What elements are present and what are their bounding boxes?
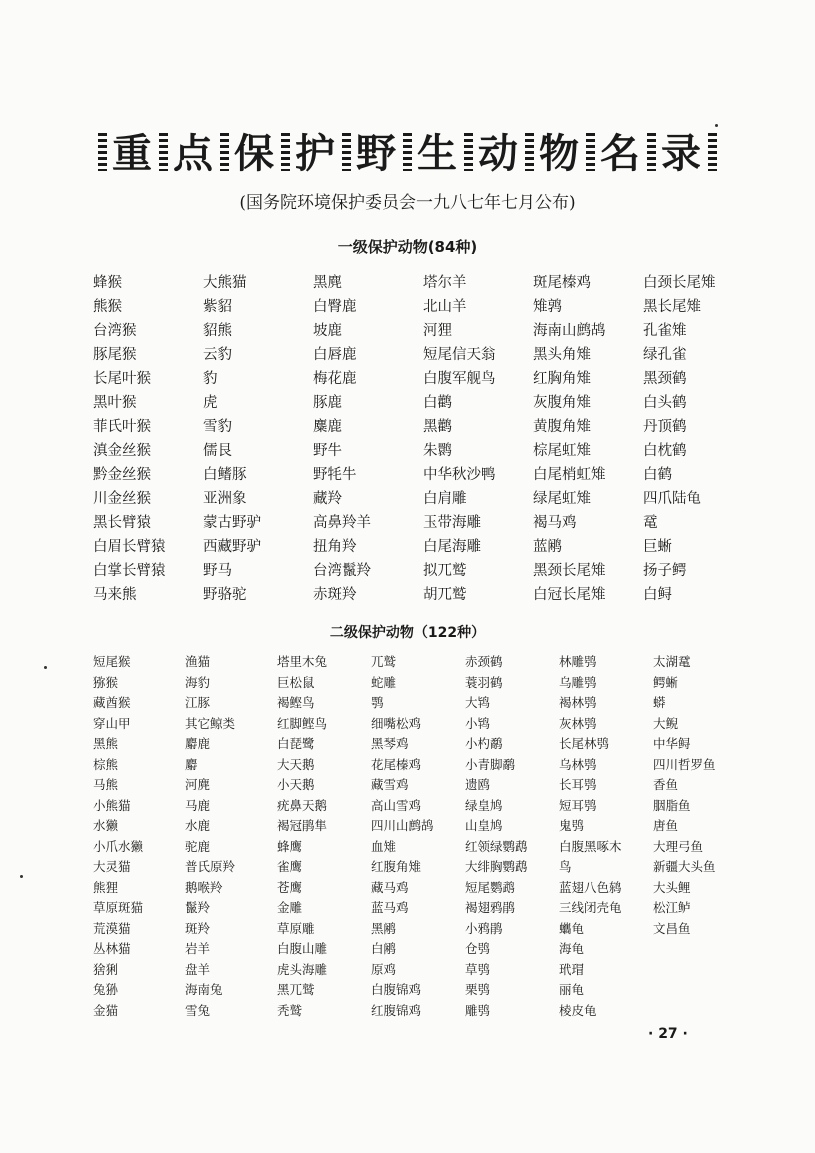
species-name: 海南兔: [185, 982, 223, 997]
species-name: 雪兔: [185, 1002, 211, 1018]
scan-speck: [715, 124, 718, 127]
species-name: 白琵鹭: [277, 736, 315, 751]
species-name: 棱皮龟: [559, 1002, 597, 1018]
scan-speck: [44, 666, 47, 669]
species-name: 鹗: [371, 695, 384, 710]
species-name: 白臀鹿: [313, 299, 357, 315]
species-name: 野牦牛: [313, 467, 357, 483]
species-name: 盘羊: [185, 961, 211, 977]
species-name: 江豚: [185, 695, 211, 710]
species-name: 菲氏叶猴: [93, 419, 151, 435]
species-name: 小爪水獭: [93, 838, 144, 854]
species-name: 藏羚: [313, 491, 342, 507]
species-name: 普氏原羚: [185, 859, 236, 874]
species-name: 大灵猫: [93, 859, 131, 874]
species-name: 孔雀雉: [643, 323, 687, 339]
species-name: 大天鹅: [277, 756, 315, 772]
species-name: 巨蜥: [643, 539, 672, 555]
species-name: 虎头海雕: [277, 961, 328, 977]
title-ornament: [159, 133, 168, 171]
species-name: 白肩雕: [423, 491, 467, 507]
species-name: 藏雪鸡: [371, 777, 409, 792]
species-name: 褐冠鹃隼: [277, 818, 328, 833]
species-name: 鹅喉羚: [185, 879, 223, 895]
species-name: 乌林鸮: [559, 756, 597, 772]
species-name: 短尾猴: [93, 654, 131, 669]
species-name: 麝鹿: [185, 736, 211, 751]
species-name: 黑颈长尾雉: [533, 563, 606, 579]
species-name: 小青脚鹬: [465, 756, 516, 772]
species-name: 草原雕: [277, 920, 315, 936]
species-name: 熊狸: [93, 879, 119, 895]
species-name: 白鹤: [643, 467, 672, 483]
species-name: 川金丝猴: [93, 491, 151, 507]
species-name: 太湖鼋: [653, 654, 691, 669]
species-name: 河麂: [185, 777, 211, 792]
section-2-heading: 二级保护动物（122种）: [329, 625, 486, 641]
species-name: 海豹: [185, 674, 211, 690]
title-ornament: [464, 133, 473, 171]
species-name: 黑鹳: [423, 419, 452, 435]
species-name: 短尾鹦鹉: [465, 879, 516, 895]
species-name: 唐鱼: [653, 818, 679, 833]
species-name: 红腹锦鸡: [371, 1002, 422, 1018]
species-name: 其它鲸类: [185, 715, 236, 731]
species-name: 白腹军舰鸟: [423, 371, 496, 387]
species-name: 驼鹿: [185, 838, 211, 854]
species-name: 兔狲: [93, 982, 119, 997]
section-1-species-list: [93, 271, 753, 607]
species-name: 蜂鹰: [277, 838, 303, 854]
species-name: 褐马鸡: [533, 515, 577, 531]
species-name: 丹顶鹤: [643, 419, 687, 435]
species-name: 大理弓鱼: [653, 838, 704, 854]
title-char: 点: [173, 131, 215, 177]
title-char: 重: [112, 131, 154, 177]
species-name: 仓鸮: [465, 941, 491, 956]
page-number: · 27 ·: [648, 1026, 688, 1042]
species-name: 疣鼻天鹅: [277, 797, 328, 813]
species-name: 藏马鸡: [371, 879, 409, 895]
species-name: 白尾梢虹雉: [533, 467, 606, 483]
species-name: 灰林鸮: [559, 715, 597, 731]
species-name: 雪豹: [203, 419, 232, 435]
species-name: 蓝马鸡: [371, 900, 409, 915]
species-name: 野骆驼: [203, 587, 247, 603]
species-name: 黑琴鸡: [371, 736, 409, 751]
species-name: 短耳鸮: [559, 797, 597, 813]
species-name: 四川哲罗鱼: [653, 756, 716, 772]
section-2-species-list: [93, 652, 745, 1021]
species-name: 原鸡: [371, 961, 397, 977]
title-char: 保: [234, 131, 276, 177]
species-name: 白掌长臂猿: [93, 563, 166, 579]
species-name: 黑头角雉: [533, 347, 591, 363]
species-name: 藏酋猴: [93, 695, 131, 710]
species-name: 玳瑁: [559, 961, 585, 977]
title-char: 野: [356, 131, 398, 177]
species-name: 紫貂: [203, 299, 232, 315]
title-ornament: [98, 133, 107, 171]
species-name: 栗鸮: [465, 982, 491, 997]
species-name: 褐翅鸦鹃: [465, 900, 516, 915]
species-name: 黔金丝猴: [93, 467, 151, 483]
species-name: 海南山鹧鸪: [533, 323, 606, 339]
species-name: 白腹锦鸡: [371, 982, 422, 997]
species-name: 黑麂: [313, 275, 342, 291]
species-name: 猞猁: [93, 961, 119, 977]
species-name: 巨松鼠: [277, 674, 315, 690]
title-ornament: [403, 133, 412, 171]
species-name: 北山羊: [423, 299, 467, 315]
species-name: 蓝鹇: [533, 539, 562, 555]
species-name: 岩羊: [185, 941, 211, 956]
species-name: 花尾榛鸡: [371, 756, 422, 772]
species-name: 斑羚: [185, 920, 211, 936]
species-name: 豚鹿: [313, 395, 342, 411]
species-name: 中华鲟: [653, 736, 691, 751]
species-name: 白颈长尾雉: [643, 275, 716, 291]
species-name: 扭角羚: [313, 539, 357, 555]
species-name: 红领绿鹦鹉: [465, 838, 528, 854]
species-name: 豚尾猴: [93, 347, 137, 363]
species-name: 大熊猫: [203, 275, 247, 291]
species-name: 胡兀鹫: [423, 587, 467, 603]
species-name: 马鹿: [185, 797, 211, 813]
species-name: 雉鹑: [533, 299, 562, 315]
species-name: 白尾海雕: [423, 539, 481, 555]
species-name: 朱鹮: [423, 443, 452, 459]
species-name: 小杓鹬: [465, 736, 503, 751]
species-name: 三线闭壳龟: [559, 900, 622, 915]
species-name: 四川山鹧鸪: [371, 818, 434, 833]
species-name: 绿尾虹雉: [533, 491, 591, 507]
species-name: 滇金丝猴: [93, 443, 151, 459]
species-name: 海龟: [559, 941, 585, 956]
species-name: 熊猴: [93, 299, 122, 315]
species-name: 白枕鹤: [643, 443, 687, 459]
species-name: 褐林鸮: [559, 695, 597, 710]
species-name: 儒艮: [203, 443, 232, 459]
species-name: 蜂猴: [93, 275, 122, 291]
species-name: 黑长尾雉: [643, 299, 701, 315]
species-name: 黄腹角雉: [533, 419, 591, 435]
species-name: 水鹿: [185, 818, 211, 833]
species-name: 棕熊: [93, 756, 119, 772]
species-name: 鸟: [559, 859, 572, 874]
species-name: 梅花鹿: [313, 371, 357, 387]
title-ornament: [647, 133, 656, 171]
species-name: 台湾鬣羚: [313, 563, 371, 579]
species-name: 塔尔羊: [423, 275, 467, 291]
species-name: 西藏野驴: [203, 539, 261, 555]
species-name: 中华秋沙鸭: [423, 467, 496, 483]
title-ornament: [220, 133, 229, 171]
species-name: 拟兀鹫: [423, 563, 467, 579]
species-name: 蠵龟: [559, 920, 585, 936]
section-1-heading: 一级保护动物(84种): [337, 238, 478, 256]
species-name: 棕尾虹雉: [533, 443, 591, 459]
species-name: 赤颈鹤: [465, 654, 503, 669]
species-name: 大头鲤: [653, 879, 691, 895]
species-name: 白腹山雕: [277, 941, 328, 956]
species-name: 草鸮: [465, 961, 491, 977]
species-name: 黑长臂猿: [93, 515, 151, 531]
species-name: 雀鹰: [277, 859, 303, 874]
species-name: 红脚鲣鸟: [277, 715, 328, 731]
species-name: 遗鸥: [465, 777, 491, 792]
species-name: 高鼻羚羊: [313, 515, 371, 531]
title-char: 动: [478, 131, 520, 177]
species-name: 鬣羚: [185, 900, 211, 915]
species-name: 亚洲象: [203, 491, 247, 507]
species-name: 蓑羽鹤: [465, 674, 503, 690]
species-name: 褐鲣鸟: [277, 695, 315, 710]
species-name: 长耳鸮: [559, 777, 597, 792]
species-name: 白腹黑啄木: [559, 838, 622, 854]
species-name: 灰腹角雉: [533, 395, 591, 411]
species-name: 白头鹤: [643, 395, 687, 411]
title-char: 录: [661, 131, 703, 177]
species-name: 金猫: [93, 1002, 119, 1018]
species-name: 蟒: [653, 695, 666, 710]
species-name: 台湾猴: [93, 323, 137, 339]
species-name: 野牛: [313, 443, 342, 459]
title-ornament: [525, 133, 534, 171]
species-name: 河狸: [423, 323, 452, 339]
species-name: 金雕: [277, 900, 303, 915]
title-ornament: [708, 133, 717, 171]
species-name: 云豹: [203, 347, 232, 363]
species-name: 荒漠猫: [93, 920, 131, 936]
species-name: 胭脂鱼: [653, 797, 691, 813]
species-name: 豹: [203, 371, 218, 387]
species-name: 白眉长臂猿: [93, 539, 166, 555]
species-name: 鬼鸮: [559, 818, 585, 833]
title-ornament: [281, 133, 290, 171]
species-name: 小鸦鹃: [465, 920, 503, 936]
species-name: 林雕鸮: [559, 654, 597, 669]
species-name: 塔里木兔: [277, 654, 328, 669]
species-name: 猕猴: [93, 674, 119, 690]
species-name: 马熊: [93, 777, 119, 792]
species-name: 血雉: [371, 838, 397, 854]
species-name: 大绯胸鹦鹉: [465, 859, 528, 874]
species-name: 大鲵: [653, 715, 679, 731]
species-name: 丛林猫: [93, 941, 131, 956]
species-name: 扬子鳄: [643, 563, 687, 579]
species-name: 渔猫: [185, 654, 211, 669]
species-name: 玉带海雕: [423, 515, 481, 531]
species-name: 新疆大头鱼: [653, 859, 716, 874]
species-name: 长尾叶猴: [93, 371, 151, 387]
species-name: 绿皇鸠: [465, 797, 503, 813]
species-name: 短尾信天翁: [423, 347, 496, 363]
species-name: 小熊猫: [93, 797, 131, 813]
species-name: 鼋: [643, 515, 658, 531]
species-name: 斑尾榛鸡: [533, 275, 591, 291]
species-name: 雕鸮: [465, 1002, 491, 1018]
species-name: 细嘴松鸡: [371, 715, 422, 731]
species-name: 麋鹿: [313, 419, 342, 435]
title-ornament: [342, 133, 351, 171]
species-name: 蛇雕: [371, 674, 397, 690]
title-char: 护: [295, 131, 337, 177]
species-name: 坡鹿: [313, 323, 342, 339]
species-name: 麝: [185, 756, 198, 772]
species-name: 白冠长尾雉: [533, 587, 606, 603]
species-name: 长尾林鸮: [559, 736, 610, 751]
page-title: [0, 122, 815, 179]
species-name: 鳄蜥: [653, 674, 679, 690]
species-name: 红胸角雉: [533, 371, 591, 387]
species-name: 赤斑羚: [313, 587, 357, 603]
species-name: 草原斑猫: [93, 900, 144, 915]
species-name: 黑兀鹫: [277, 982, 315, 997]
species-name: 蓝翅八色鸫: [559, 879, 622, 895]
species-name: 黑鹇: [371, 920, 397, 936]
species-name: 虎: [203, 395, 218, 411]
species-name: 小鸨: [465, 715, 491, 731]
species-name: 香鱼: [653, 777, 679, 792]
species-name: 野马: [203, 563, 232, 579]
species-name: 黑颈鹤: [643, 371, 687, 387]
species-name: 马来熊: [93, 587, 137, 603]
species-name: 蒙古野驴: [203, 515, 261, 531]
species-name: 兀鹫: [371, 654, 397, 669]
species-name: 白鳍豚: [203, 467, 247, 483]
species-name: 乌雕鸮: [559, 674, 597, 690]
species-name: 黑叶猴: [93, 395, 137, 411]
species-name: 红腹角雉: [371, 859, 422, 874]
species-name: 黑熊: [93, 736, 119, 751]
species-name: 白鹇: [371, 941, 397, 956]
species-name: 文昌鱼: [653, 920, 691, 936]
species-name: 丽龟: [559, 982, 585, 997]
species-name: 苍鹰: [277, 879, 303, 895]
title-char: 物: [539, 131, 581, 177]
species-name: 山皇鸠: [465, 818, 503, 833]
species-name: 大鸨: [465, 695, 491, 710]
species-name: 水獭: [93, 818, 119, 833]
title-char: 名: [600, 131, 642, 177]
species-name: 小天鹅: [277, 777, 315, 792]
species-name: 白鹳: [423, 395, 452, 411]
subtitle: (国务院环境保护委员会一九八七年七月公布): [239, 193, 576, 213]
title-char: 生: [417, 131, 459, 177]
species-name: 白唇鹿: [313, 347, 357, 363]
species-name: 貂熊: [203, 323, 232, 339]
species-name: 白鲟: [643, 587, 672, 603]
species-name: 绿孔雀: [643, 347, 687, 363]
species-name: 高山雪鸡: [371, 797, 422, 813]
species-name: 四爪陆龟: [643, 491, 701, 507]
title-ornament: [586, 133, 595, 171]
species-name: 穿山甲: [93, 715, 131, 731]
scan-speck: [20, 875, 23, 878]
species-name: 秃鹫: [277, 1002, 303, 1018]
species-name: 松江鲈: [653, 900, 691, 915]
